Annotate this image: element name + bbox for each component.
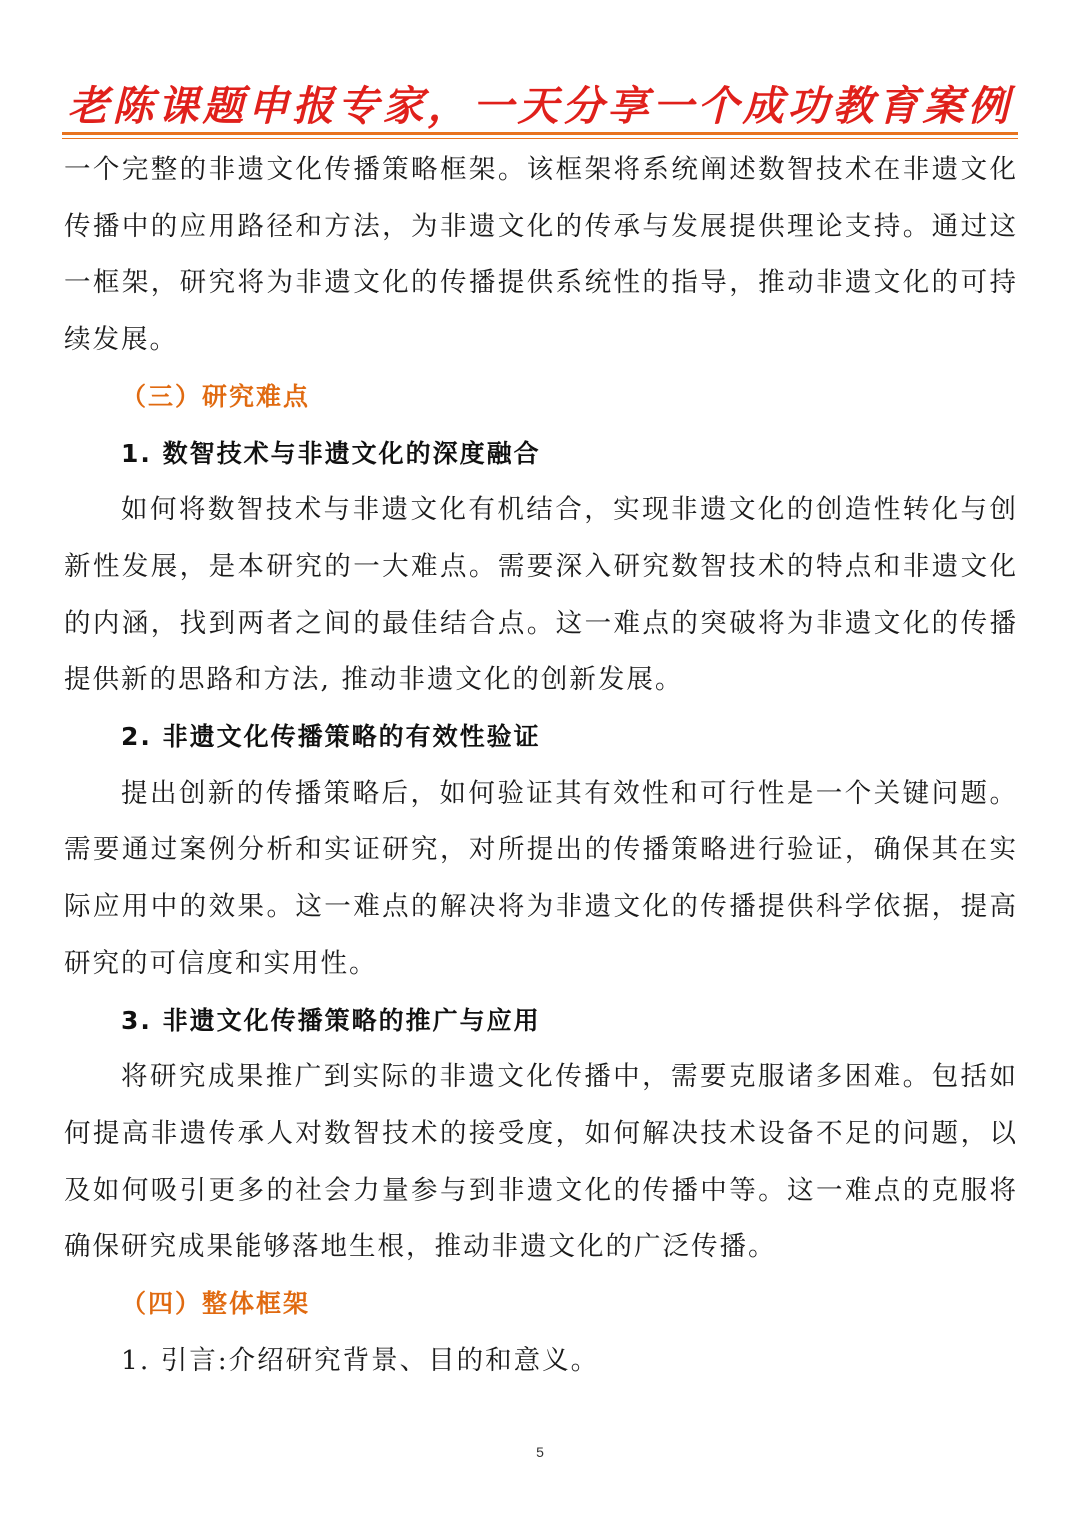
page-number: 5 bbox=[536, 1444, 544, 1460]
intro-paragraph: 一个完整的非遗文化传播策略框架。该框架将系统阐述数智技术在非遗文化传播中的应用路径和方法，为非遗文化的传承与发展提供理论支持。通过这一框架，研究将为非遗文化的传播提供系统性的指导，推动非遗文化的可持续发展。 bbox=[64, 154, 1018, 356]
difficulty-3-title: 3. 非遗文化传播策略的推广与应用 bbox=[121, 1005, 541, 1035]
header-divider-thick bbox=[62, 132, 1018, 135]
difficulty-3-text: 将研究成果推广到实际的非遗文化传播中，需要克服诸多困难。包括如何提高非遗传承人对数智技术的接受度，如何解决技术设备不足的问题，以及如何吸引更多的社会力量参与到非遗文化的传播中等。这一难点的克服将确保研究成果能够落地生根，推动非遗文化的广泛传播。 bbox=[64, 1061, 1018, 1263]
difficulty-1-title: 1. 数智技术与非遗文化的深度融合 bbox=[121, 438, 541, 468]
header-title: 老陈课题申报专家，一天分享一个成功教育案例 bbox=[67, 82, 1013, 130]
framework-item-1: 1. 引言:介绍研究背景、目的和意义。 bbox=[121, 1344, 600, 1376]
document-body bbox=[64, 142, 1018, 1389]
difficulty-2-title: 2. 非遗文化传播策略的有效性验证 bbox=[121, 722, 541, 752]
section-heading-overall-framework: （四）整体框架 bbox=[121, 1289, 311, 1319]
header-divider-thin bbox=[62, 138, 1018, 139]
section-heading-research-difficulties: （三）研究难点 bbox=[121, 381, 311, 411]
difficulty-1-text: 如何将数智技术与非遗文化有机结合，实现非遗文化的创造性转化与创新性发展，是本研究的一大难点。需要深入研究数智技术的特点和非遗文化的内涵，找到两者之间的最佳结合点。这一难点的突破将为非遗文化的传播提供新的思路和方法, 推动非遗文化的创新发展。 bbox=[64, 494, 1018, 696]
difficulty-2-text: 提出创新的传播策略后，如何验证其有效性和可行性是一个关键问题。需要通过案例分析和实证研究，对所提出的传播策略进行验证，确保其在实际应用中的效果。这一难点的解决将为非遗文化的传播提供科学依据，提高研究的可信度和实用性。 bbox=[64, 777, 1018, 979]
